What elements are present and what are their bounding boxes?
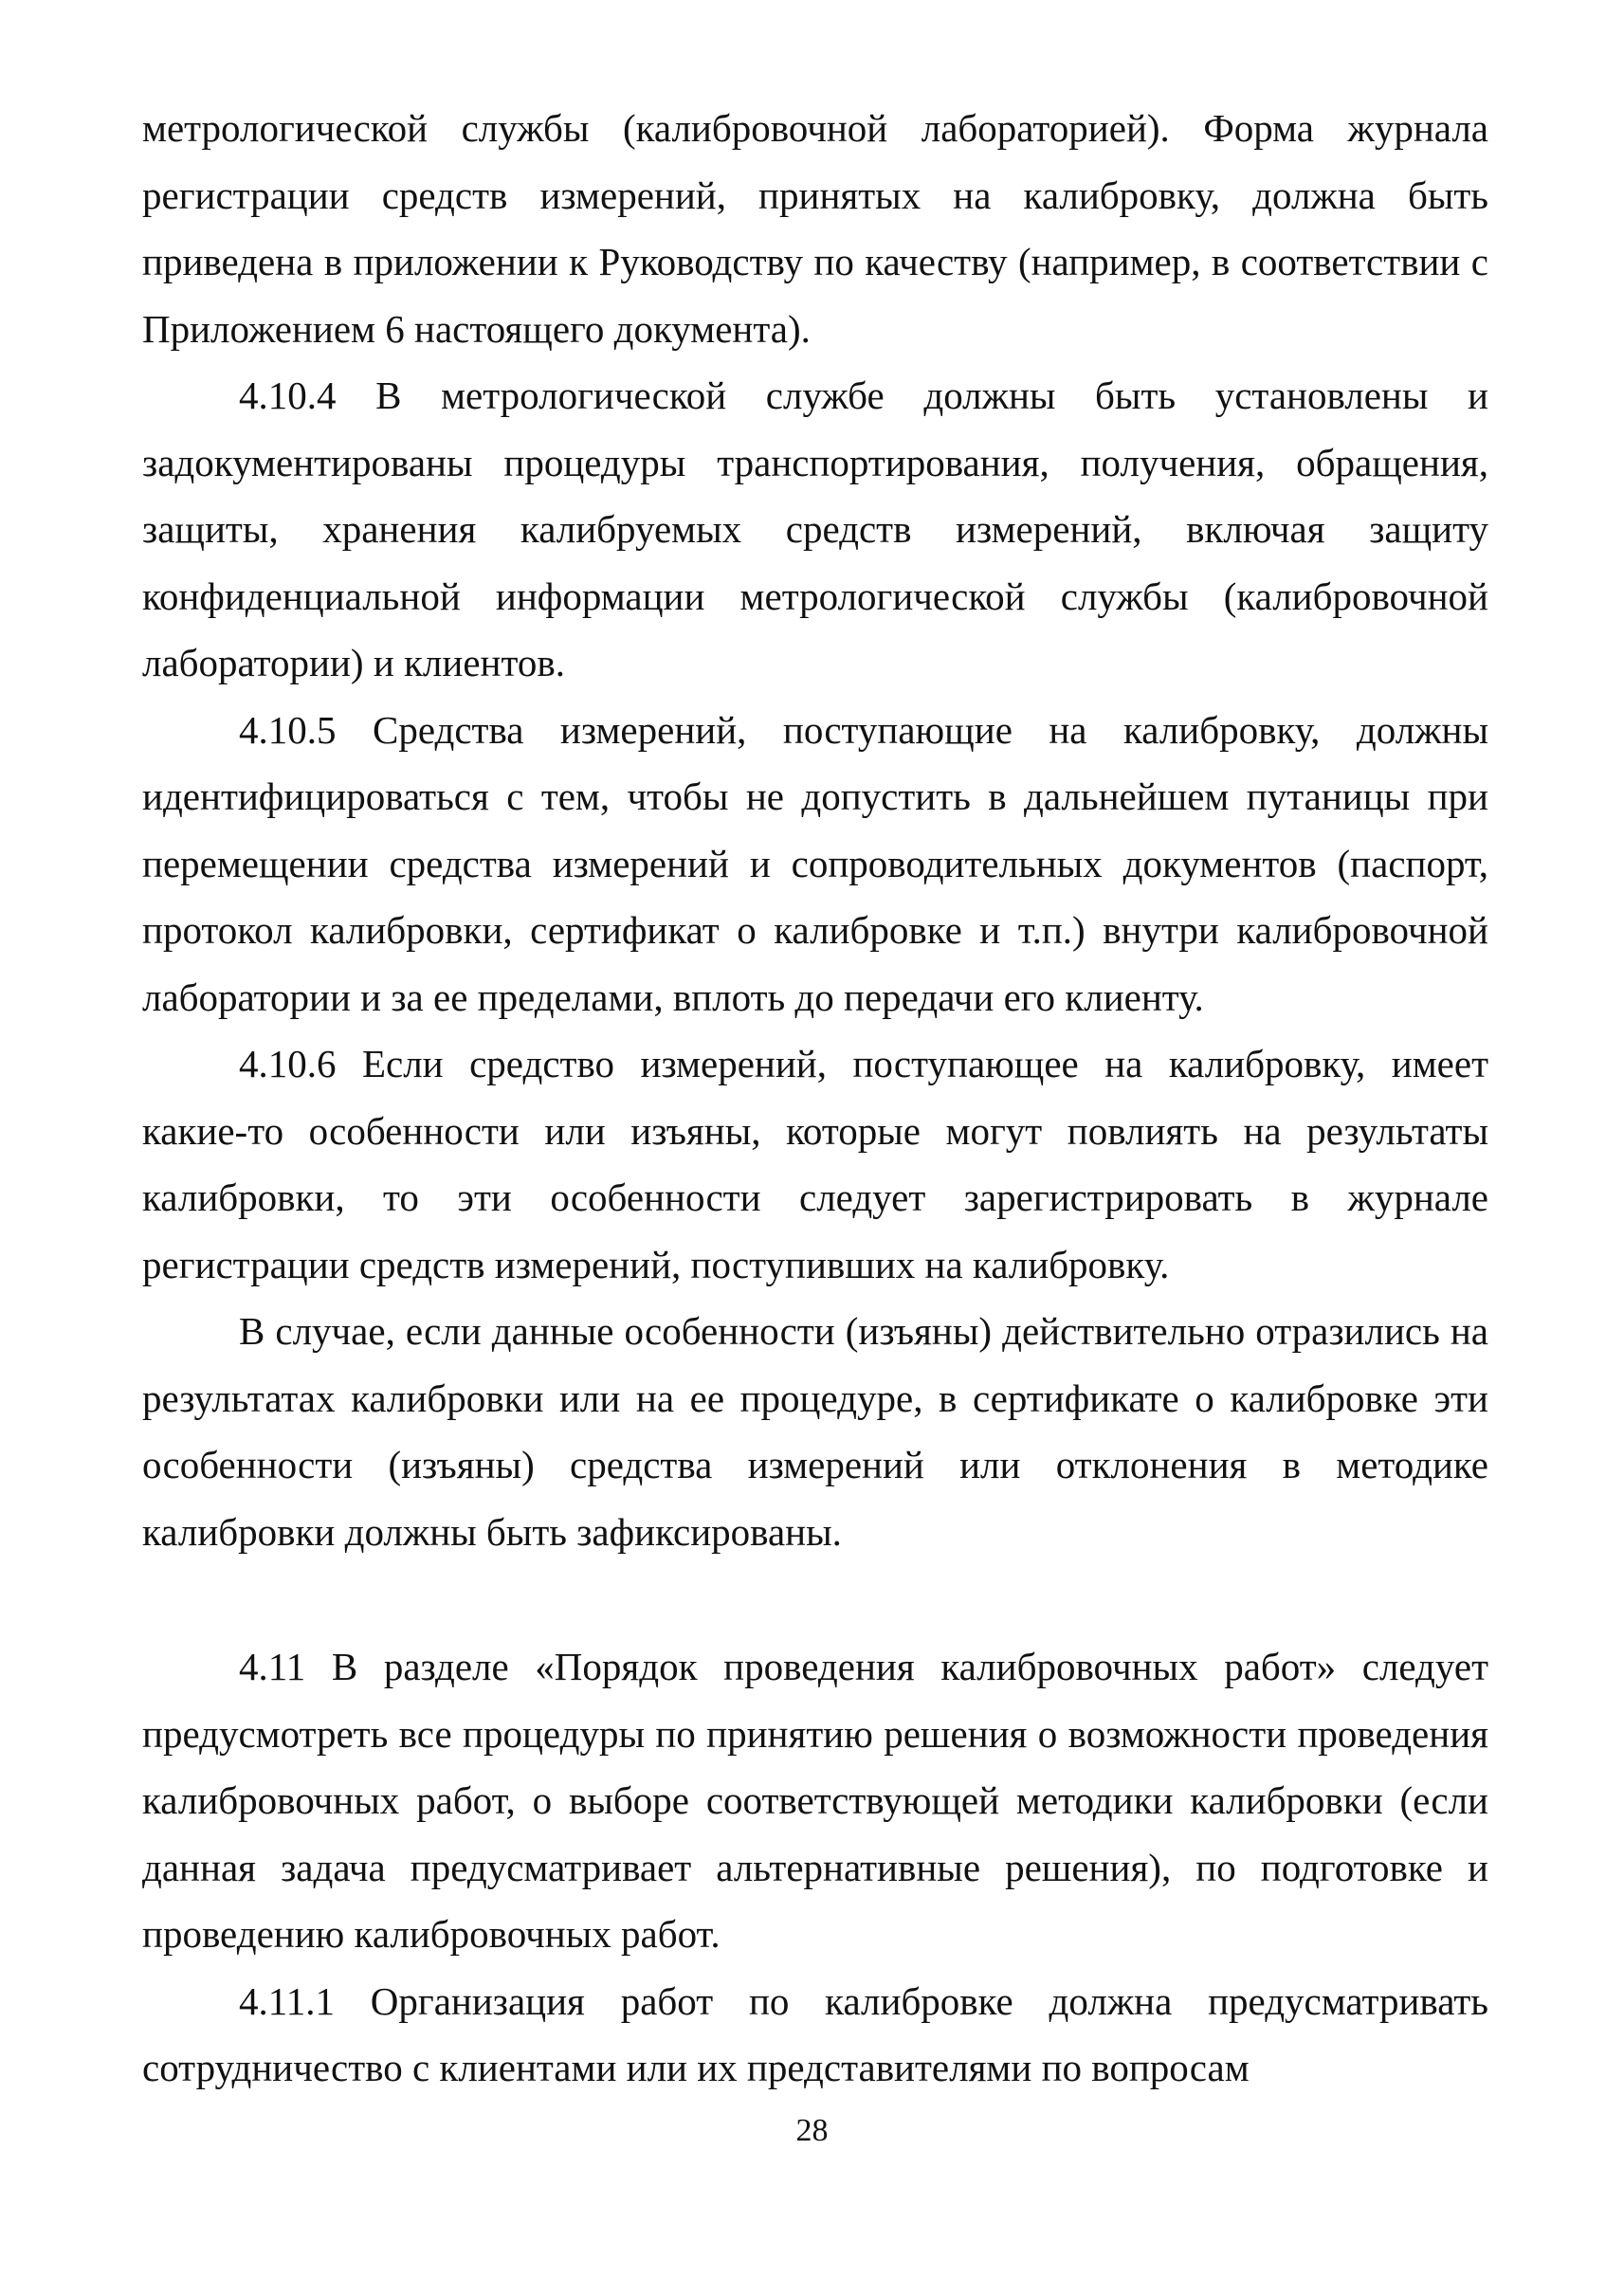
paragraph-4-10-6: 4.10.6 Если средство измерений, поступающее на калибровку, имеет какие-то особенности или изъяны, которые могут повлиять на результаты калибровки, то эти особенности следует зарегистрировать в журнале регистрации средств измерений, поступивших на калибровку.	[142, 1042, 1488, 1286]
paragraph-4-10-5: 4.10.5 Средства измерений, поступающие на калибровку, должны идентифицироваться с тем, чтобы не допустить в дальнейшем путаницы при перемещении средства измерений и сопроводительных документов (паспорт, протокол калибровки, сертификат о калибровке и т.п.) внутри калибровочной лаборатории и за ее пределами, вплоть до передачи его клиенту.	[142, 707, 1488, 1019]
page-number: 28	[795, 2113, 829, 2148]
paragraph-4-10-4: 4.10.4 В метрологической службе должны быть установлены и задокументированы процедуры транспортирования, получения, обращения, защиты, хранения калибруемых средств измерений, включая защиту конфиденциальной информации метрологической службы (калибровочной лаборатории) и клиентов.	[142, 374, 1488, 684]
paragraph-continuation: метрологической службы (калибровочной лабораторией). Форма журнала регистрации средств измерений, принятых на калибровку, должна быть приведена в приложении к Руководству по качеству (например, в соответствии с Приложением 6 настоящего документа).	[142, 106, 1488, 351]
paragraph-defects-note: В случае, если данные особенности (изъяны) действительно отразились на результатах калибровки или на ее процедуре, в сертификате о калибровке эти особенности (изъяны) средства измерений или отклонения в методике калибровки должны быть зафиксированы.	[142, 1309, 1488, 1554]
paragraph-4-11: 4.11 В разделе «Порядок проведения калибровочных работ» следует предусмотреть все процедуры по принятию решения о возможности проведения калибровочных работ, о выборе соответствующей методики калибровки (если данная задача предусматривает альтернативные решения), по подготовке и проведению калибровочных работ.	[142, 1645, 1488, 1956]
body-text	[142, 95, 1488, 2102]
paragraph-4-11-1: 4.11.1 Организация работ по калибровке должна предусматривать сотрудничество с клиентами или их представителями по вопросам	[142, 1978, 1488, 2089]
